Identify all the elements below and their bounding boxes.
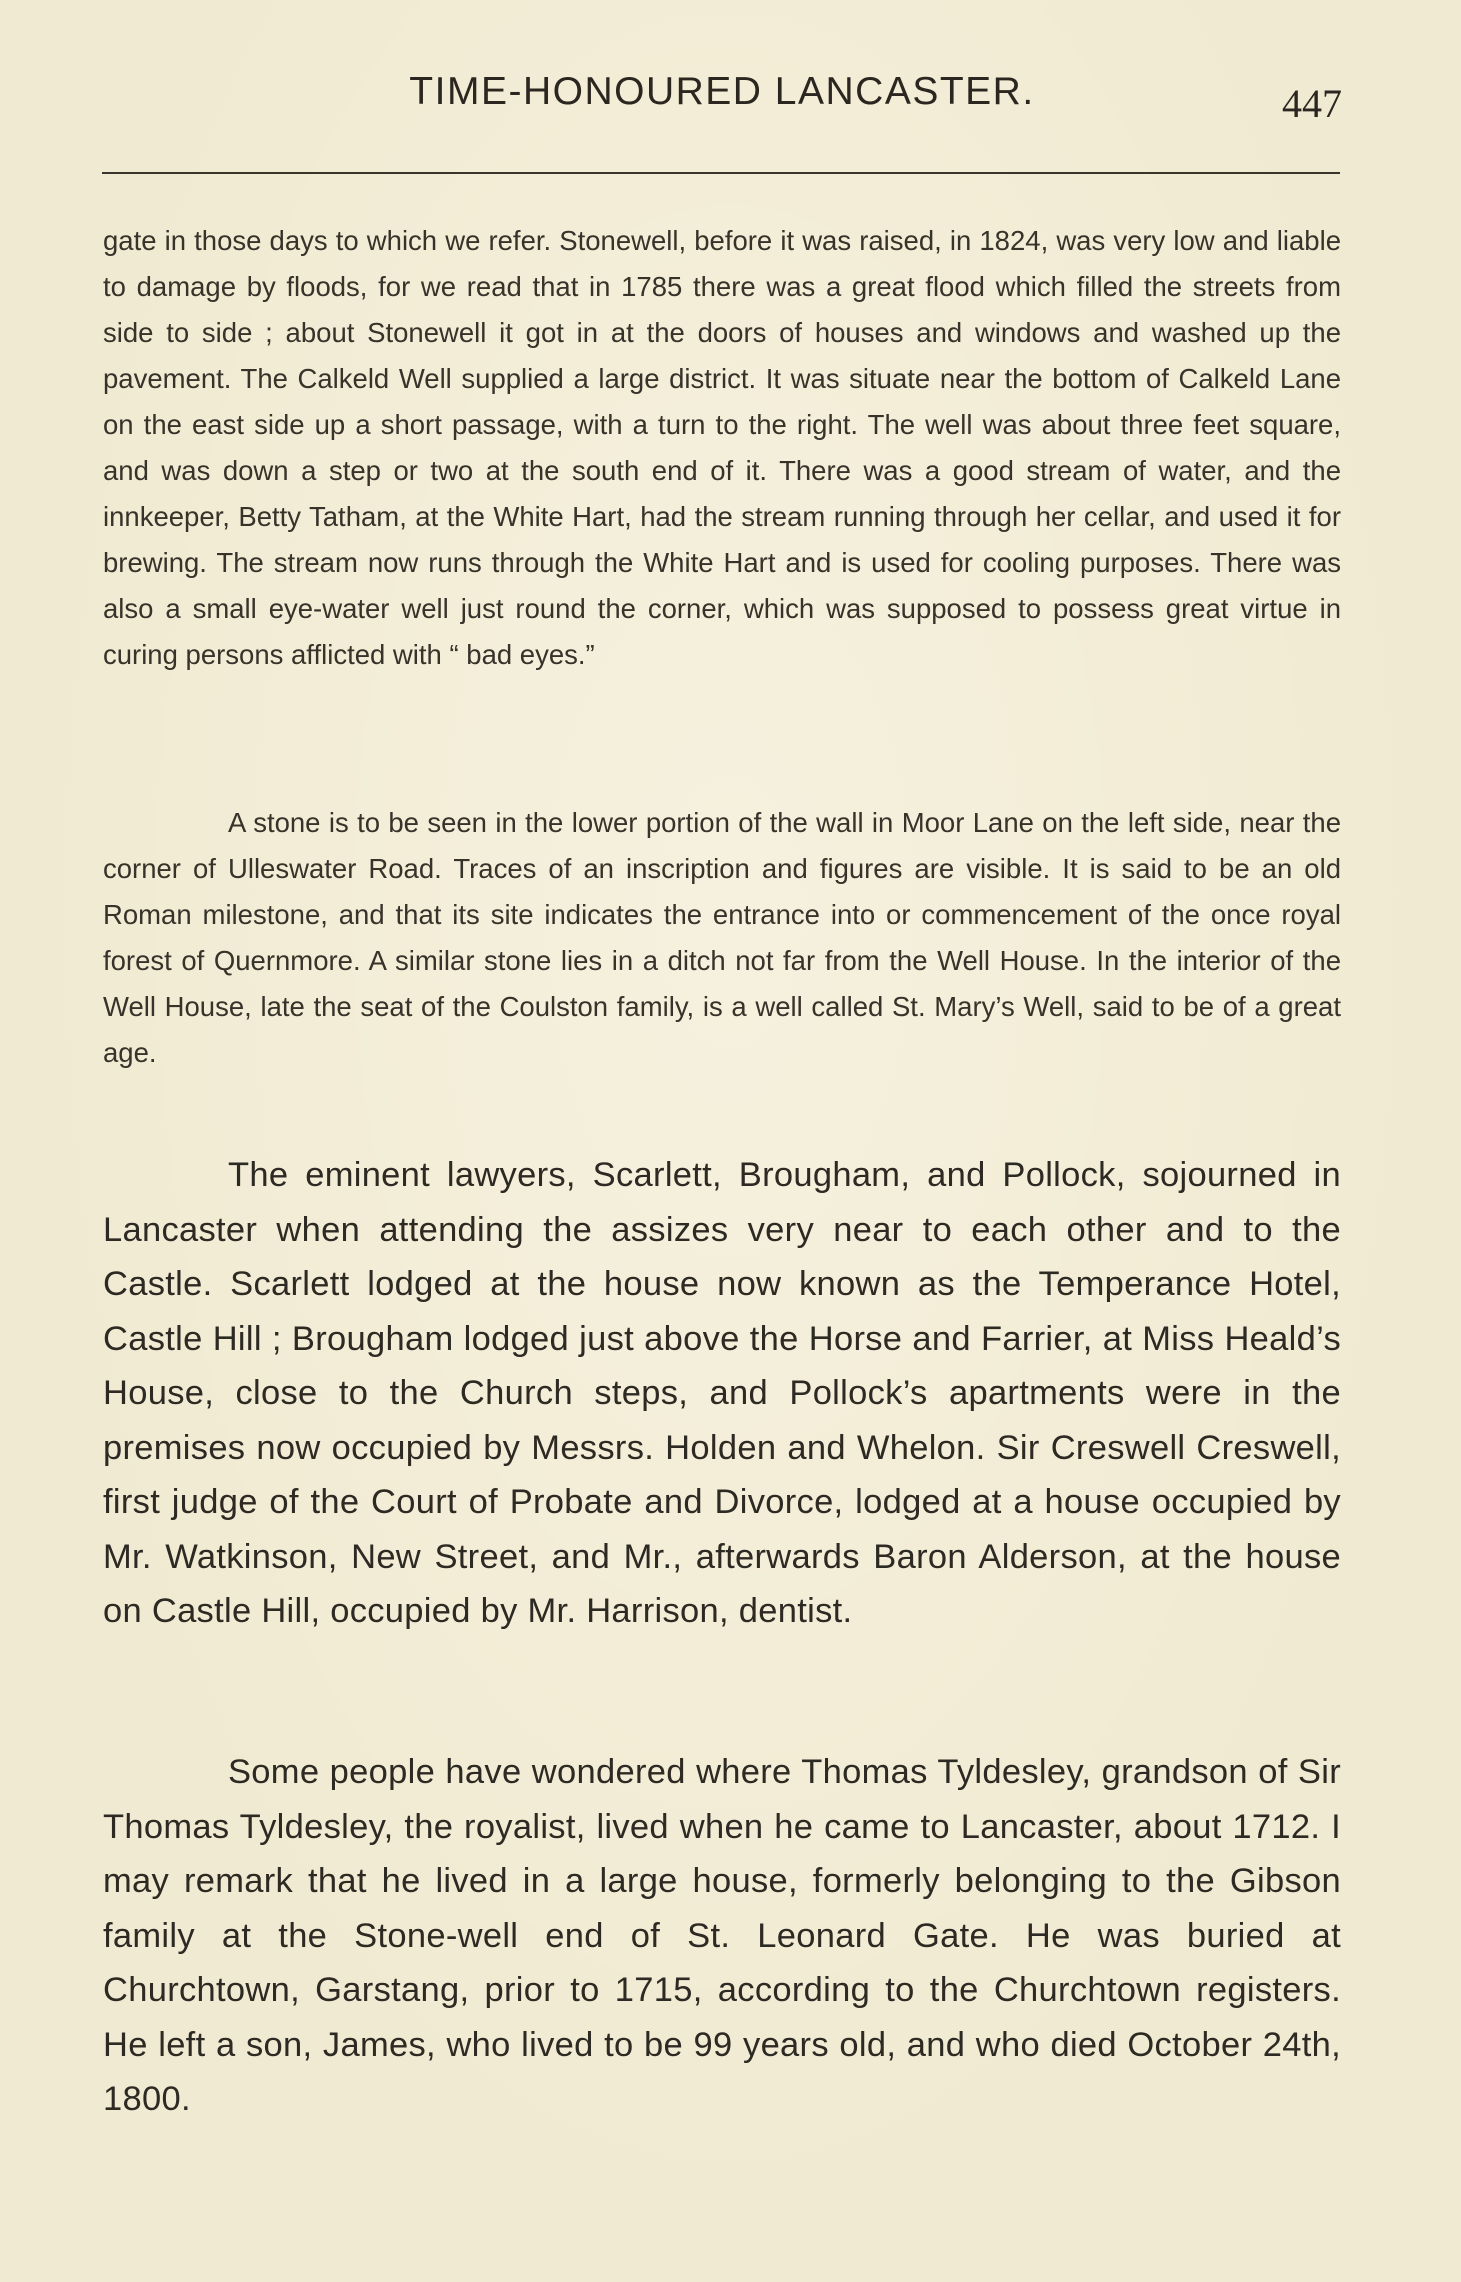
- paragraph-roman-milestone: A stone is to be seen in the lower portion of the wall in Moor Lane on the left side, near the corner of Ulleswater Road. Traces of an inscription and figures are visible. It is said to be an old Roman milestone, and that its site indicates the entrance into or commencement of the once royal forest of Quernmore. A similar stone lies in a ditch not far from the Well House. In the interior of the Well House, late the seat of the Coulston family, is a well called St. Mary’s Well, said to be of a great age.: [103, 807, 1341, 1068]
- page-header: [102, 70, 1342, 126]
- paragraph-calkeld-well: gate in those days to which we refer. Stonewell, before it was raised, in 1824, was very low and liable to damage by floods, for we read that in 1785 there was a great flood which filled the streets from side to side ; about Stonewell it got in at the doors of houses and windows and washed up the pavement. The Calkeld Well supplied a large district. It was situate near the bottom of Calkeld Lane on the east side up a short passage, with a turn to the right. The well was about three feet square, and was down a step or two at the south end of it. There was a good stream of water, and the innkeeper, Betty Tatham, at the White Hart, had the stream running through her cellar, and used it for brewing. The stream now runs through the White Hart and is used for cooling purposes. There was also a small eye-water well just round the corner, which was supposed to possess great virtue in curing persons afflicted with “ bad eyes.”: [103, 225, 1341, 670]
- page-number: 447: [1282, 81, 1342, 126]
- paragraph-eminent-lawyers: The eminent lawyers, Scarlett, Brougham, and Pollock, sojourned in Lancaster when attending the assizes very near to each other and to the Castle. Scarlett lodged at the house now known as the Temperance Hotel, Castle Hill ; Brougham lodged just above the Horse and Farrier, at Miss Heald’s House, close to the Church steps, and Pollock’s apartments were in the premises now occupied by Messrs. Holden and Whelon. Sir Creswell Creswell, first judge of the Court of Probate and Divorce, lodged at a house occupied by Mr. Watkinson, New Street, and Mr., afterwards Baron Alderson, at the house on Castle Hill, occupied by Mr. Harrison, dentist.: [103, 1156, 1341, 1630]
- header-rule: [102, 172, 1340, 174]
- paragraph-thomas-tyldesley: Some people have wondered where Thomas Tyldesley, grandson of Sir Thomas Tyldesley, the royalist, lived when he came to Lancaster, about 1712. I may remark that he lived in a large house, formerly belonging to the Gibson family at the Stone-well end of St. Leonard Gate. He was buried at Churchtown, Garstang, prior to 1715, according to the Churchtown registers. He left a son, James, who lived to be 99 years old, and who died October 24th, 1800.: [103, 1753, 1341, 2118]
- running-title: TIME-HONOURED LANCASTER.: [409, 70, 1035, 113]
